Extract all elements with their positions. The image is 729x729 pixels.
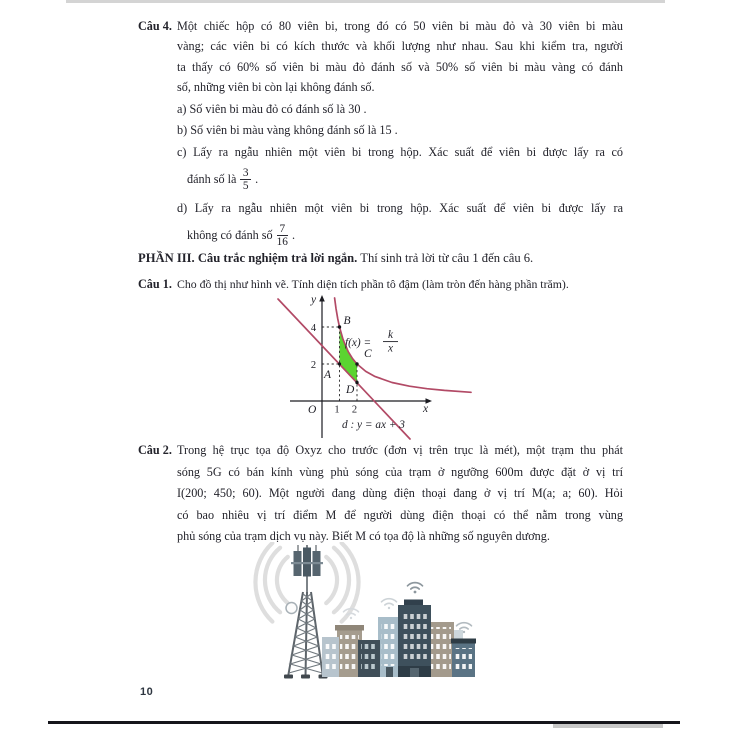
building-dark-small — [358, 640, 380, 677]
line-equation-label: d : y = ax + 3 — [342, 419, 405, 431]
dish-antenna-icon — [286, 603, 297, 614]
q4-line-1: Một chiếc hộp có 80 viên bi, trong đó có 50 viên bi màu đỏ và 30 viên bi màu — [177, 19, 623, 33]
tick-x-1: 1 — [334, 404, 340, 416]
illustration-svg — [240, 542, 490, 687]
building-taupe-right — [427, 622, 454, 677]
point-b-dot — [338, 325, 341, 328]
q4-item-c-prefix: đánh số là — [187, 172, 237, 187]
top-rule — [66, 0, 665, 3]
point-d-dot — [355, 381, 358, 384]
question-1-label: Câu 1. — [138, 277, 172, 291]
building-light-tall — [378, 617, 400, 677]
page-number: 10 — [140, 686, 154, 698]
curve-equation-numerator: k — [387, 329, 394, 341]
part3-heading-bold: PHẦN III. Câu trắc nghiệm trả lời ngắn. — [138, 251, 358, 265]
part3-heading-rest: Thí sinh trả lời từ câu 1 đến câu 6. — [357, 251, 534, 265]
curve-equation-denominator: x — [387, 342, 394, 355]
q4-item-a: a) Số viên bi màu đỏ có đánh số là 30 . — [177, 101, 367, 116]
point-c-label: C — [364, 348, 372, 360]
question-4-label: Câu 4. — [138, 19, 172, 33]
q2-line-2: sóng 5G có bán kính vùng phủ sóng của trạm ở ngưỡng 600m được đặt ở vị trí — [177, 464, 623, 479]
q4-line-3: ta thấy có 60% số viên bi màu đỏ đánh số và 50% số viên bi màu vàng có đánh — [177, 59, 623, 74]
cell-tower-illustration — [240, 542, 490, 687]
y-axis-label: y — [311, 294, 317, 306]
question-2-body — [177, 440, 623, 548]
y-axis-arrow-icon — [319, 295, 325, 302]
q4-item-b: b) Số viên bi màu vàng không đánh số là 15 . — [177, 123, 398, 138]
q2-line-1: Trong hệ trục tọa độ Oxyz cho trước (đơn vị trên trục là mét), một trạm thu phát — [177, 443, 623, 457]
origin-label: O — [308, 404, 317, 416]
point-a-label: A — [324, 369, 332, 381]
question-2 — [138, 440, 626, 548]
graph-svg — [265, 291, 480, 443]
wifi-icon — [408, 583, 423, 594]
tick-x-2: 2 — [351, 404, 358, 416]
q4-item-d-suffix: . — [291, 228, 295, 243]
q4-item-c-line2 — [177, 163, 623, 197]
curve-equation-prefix: f(x) = — [345, 337, 372, 349]
question-2-label: Câu 2. — [138, 443, 172, 457]
fraction-3-5: $\frac{3}{5}$ — [240, 167, 251, 192]
question-4-body — [177, 16, 623, 252]
wifi-icon — [382, 599, 397, 610]
q4-item-d-line1: d) Lấy ra ngẫu nhiên một viên bi trong hộp. Xác suất để viên bi được lấy ra — [177, 201, 623, 216]
q4-item-d-line2 — [177, 218, 623, 252]
fraction-7-16: $\frac{7}{16}$ — [276, 222, 288, 248]
x-axis-label: x — [423, 403, 429, 415]
q2-line-4: có bao nhiêu vị trí điểm M để người dùng điện thoại có thể nằm trong vùng — [177, 507, 623, 522]
question-4 — [138, 16, 626, 252]
q2-line-5: phủ sóng của trạm dịch vụ này. Biết M có tọa độ là những số nguyên dương. — [177, 529, 550, 543]
graph-figure — [265, 291, 480, 443]
tick-y-2: 2 — [310, 360, 317, 371]
point-d-label: D — [346, 384, 355, 396]
q4-item-c-suffix: . — [255, 172, 259, 187]
q4-line-4: số, những viên bi còn lại không đánh số. — [177, 79, 375, 94]
bottom-rule-shadow — [553, 724, 663, 728]
point-b-label: B — [343, 315, 351, 327]
building-slate-right — [451, 639, 476, 678]
q4-item-d-prefix: không có đánh số — [187, 228, 273, 243]
building-dark-tall — [398, 600, 431, 678]
question-1-text: Cho đồ thị như hình vẽ. Tính diện tích phần tô đậm (làm tròn đến hàng phần trăm). — [177, 277, 569, 291]
q4-line-2: vàng; các viên bi có kích thước và khối lượng như nhau. Sau khi kiểm tra, người — [177, 39, 623, 54]
point-c-dot — [355, 362, 358, 365]
bottom-rule — [48, 721, 680, 724]
q2-line-3: I(200; 450; 60). Một người đang dùng điện thoại đang ở vị trí M(a; a; 60). Hỏi — [177, 486, 623, 500]
tick-y-4: 4 — [310, 323, 317, 334]
q4-item-c-line1: c) Lấy ra ngẫu nhiên một viên bi trong hộp. Xác suất để viên bi được lấy ra có — [177, 145, 623, 160]
part3-heading — [138, 249, 683, 267]
building-light-small — [322, 637, 339, 677]
point-a-dot — [338, 362, 341, 365]
cell-tower — [284, 545, 328, 679]
